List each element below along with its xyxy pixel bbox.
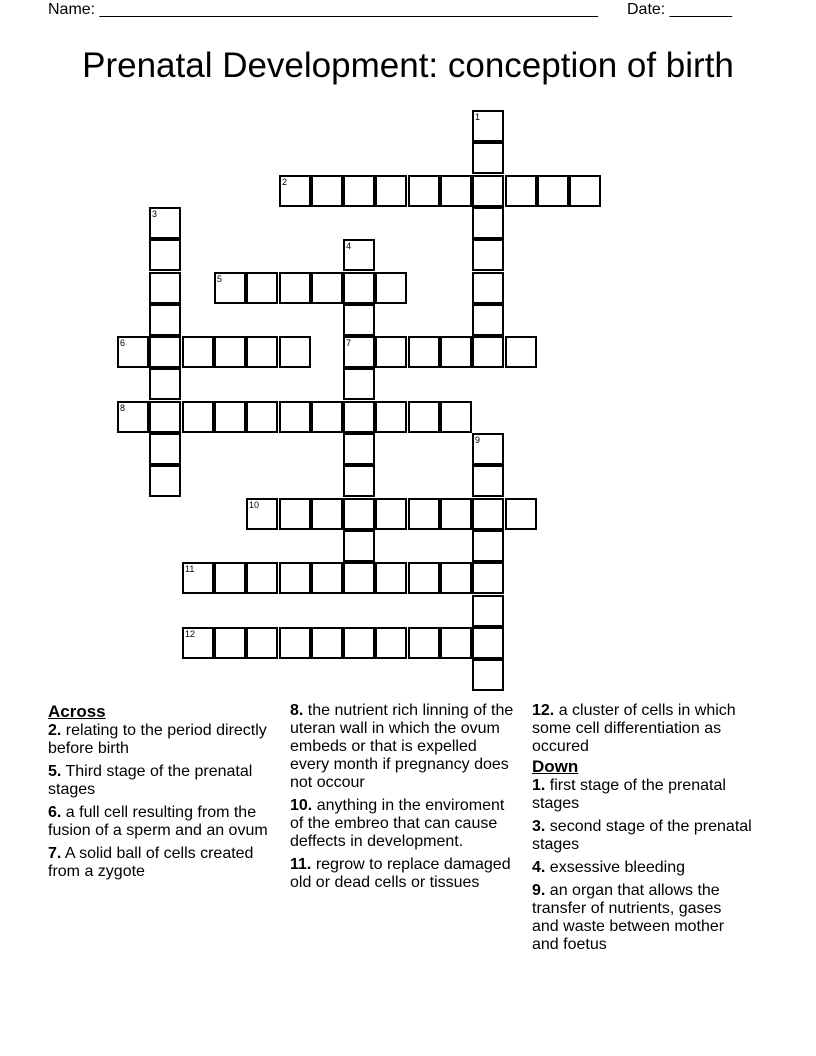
crossword-cell[interactable] <box>408 175 440 207</box>
crossword-cell[interactable] <box>214 336 246 368</box>
crossword-cell[interactable] <box>311 175 343 207</box>
clue-column-1 <box>48 702 284 886</box>
clue-across-6 <box>48 804 284 840</box>
crossword-cell[interactable] <box>440 401 472 433</box>
crossword-cell[interactable] <box>440 498 472 530</box>
crossword-cell[interactable] <box>472 595 504 627</box>
crossword-cell[interactable] <box>375 498 407 530</box>
crossword-cell[interactable] <box>343 498 375 530</box>
clue-number: 7. <box>48 845 62 862</box>
clue-number: 12. <box>532 702 555 719</box>
crossword-cell[interactable] <box>246 562 278 594</box>
clue-number: 10. <box>290 797 313 814</box>
clue-number: 3. <box>532 818 546 835</box>
across-heading: Across <box>48 702 106 721</box>
crossword-cell[interactable] <box>343 465 375 497</box>
crossword-cell[interactable] <box>343 368 375 400</box>
cell-number: 3 <box>152 209 158 219</box>
crossword-cell[interactable] <box>375 272 407 304</box>
clue-text: a full cell resulting from the fusion of a sperm and an ovum <box>48 804 268 839</box>
crossword-cell[interactable] <box>569 175 601 207</box>
crossword-cell[interactable] <box>214 562 246 594</box>
clue-text: an organ that allows the transfer of nutrients, gases and waste between mother and foetus <box>532 882 725 953</box>
crossword-cell[interactable] <box>117 336 149 368</box>
clue-column-2 <box>290 702 518 897</box>
crossword-cell[interactable] <box>408 627 440 659</box>
crossword-cell[interactable] <box>311 401 343 433</box>
crossword-cell[interactable] <box>505 498 537 530</box>
clue-text: second stage of the prenatal stages <box>532 818 752 853</box>
page-title: Prenatal Development: conception of birth <box>82 46 734 85</box>
crossword-cell[interactable] <box>149 304 181 336</box>
crossword-cell[interactable] <box>182 627 214 659</box>
crossword-cell[interactable] <box>375 562 407 594</box>
crossword-cell[interactable] <box>472 659 504 691</box>
crossword-cell[interactable] <box>311 562 343 594</box>
cell-number: 11 <box>185 564 195 574</box>
clue-text: exsessive bleeding <box>549 859 685 876</box>
crossword-cell[interactable] <box>279 401 311 433</box>
crossword-cell[interactable] <box>279 175 311 207</box>
crossword-cell[interactable] <box>343 239 375 271</box>
clue-text: anything in the enviroment of the embreo that can cause deffects in development. <box>290 797 505 850</box>
crossword-cell[interactable] <box>149 272 181 304</box>
clue-text: the nutrient rich linning of the uteran wall in which the ovum embeds or that is expelled every month if pregnancy does not occour <box>290 702 514 791</box>
clue-across-5 <box>48 763 284 799</box>
cell-number: 5 <box>217 274 223 284</box>
crossword-cell[interactable] <box>343 272 375 304</box>
crossword-cell[interactable] <box>182 401 214 433</box>
clue-across-8 <box>290 702 518 792</box>
crossword-cell[interactable] <box>149 336 181 368</box>
crossword-cell[interactable] <box>343 175 375 207</box>
clue-across-10 <box>290 797 518 851</box>
cell-number: 12 <box>185 629 196 639</box>
cell-number: 8 <box>120 403 126 413</box>
clue-number: 6. <box>48 804 62 821</box>
crossword-cell[interactable] <box>375 336 407 368</box>
clue-text: A solid ball of cells created from a zygote <box>48 845 254 880</box>
crossword-cell[interactable] <box>472 142 504 174</box>
clue-across-7 <box>48 845 284 881</box>
crossword-cell[interactable] <box>246 627 278 659</box>
crossword-cell[interactable] <box>311 498 343 530</box>
crossword-cell[interactable] <box>149 239 181 271</box>
clue-across-12 <box>532 702 752 756</box>
cell-number: 9 <box>475 435 481 445</box>
clue-down-4 <box>532 859 752 877</box>
crossword-cell[interactable] <box>472 433 504 465</box>
crossword-cell[interactable] <box>343 336 375 368</box>
crossword-cell[interactable] <box>408 401 440 433</box>
crossword-cell[interactable] <box>440 562 472 594</box>
crossword-cell[interactable] <box>505 336 537 368</box>
crossword-cell[interactable] <box>472 336 504 368</box>
clue-down-1 <box>532 777 752 813</box>
cell-number: 1 <box>475 112 481 122</box>
crossword-cell[interactable] <box>472 207 504 239</box>
crossword-cell[interactable] <box>472 498 504 530</box>
crossword-cell[interactable] <box>246 498 278 530</box>
date-field-label: Date: _______ <box>627 1 732 18</box>
crossword-cell[interactable] <box>375 627 407 659</box>
down-heading: Down <box>532 757 579 776</box>
clue-number: 2. <box>48 722 62 739</box>
clue-number: 9. <box>532 882 546 899</box>
crossword-cell[interactable] <box>246 336 278 368</box>
crossword-cell[interactable] <box>214 627 246 659</box>
cell-number: 7 <box>346 338 352 348</box>
clue-number: 4. <box>532 859 546 876</box>
crossword-cell[interactable] <box>246 272 278 304</box>
crossword-cell[interactable] <box>343 562 375 594</box>
clue-number: 8. <box>290 702 304 719</box>
crossword-cell[interactable] <box>182 336 214 368</box>
name-field-label: Name: ________________________________________________________ <box>48 1 598 18</box>
crossword-cell[interactable] <box>472 272 504 304</box>
crossword-cell[interactable] <box>472 465 504 497</box>
crossword-cell[interactable] <box>408 562 440 594</box>
cell-number: 10 <box>249 500 260 510</box>
crossword-cell[interactable] <box>375 401 407 433</box>
crossword-cell[interactable] <box>117 401 149 433</box>
crossword-cell[interactable] <box>537 175 569 207</box>
crossword-cell[interactable] <box>214 401 246 433</box>
crossword-cell[interactable] <box>279 272 311 304</box>
crossword-cell[interactable] <box>472 175 504 207</box>
clue-across-2 <box>48 722 284 758</box>
crossword-cell[interactable] <box>440 175 472 207</box>
clue-number: 11. <box>290 856 312 873</box>
clue-text: a cluster of cells in which some cell differentiation as occured <box>532 702 736 755</box>
crossword-cell[interactable] <box>149 433 181 465</box>
crossword-cell[interactable] <box>279 336 311 368</box>
crossword-cell[interactable] <box>149 465 181 497</box>
crossword-cell[interactable] <box>343 433 375 465</box>
crossword-cell[interactable] <box>472 562 504 594</box>
crossword-cell[interactable] <box>408 498 440 530</box>
crossword-cell[interactable] <box>279 627 311 659</box>
cell-number: 4 <box>346 241 352 251</box>
crossword-cell[interactable] <box>440 627 472 659</box>
clue-column-3 <box>532 702 752 959</box>
crossword-cell[interactable] <box>343 401 375 433</box>
crossword-cell[interactable] <box>311 272 343 304</box>
crossword-cell[interactable] <box>472 530 504 562</box>
clue-number: 5. <box>48 763 62 780</box>
crossword-cell[interactable] <box>408 336 440 368</box>
crossword-cell[interactable] <box>375 175 407 207</box>
crossword-cell[interactable] <box>279 562 311 594</box>
crossword-cell[interactable] <box>182 562 214 594</box>
clue-text: relating to the period directly before birth <box>48 722 267 757</box>
clue-text: Third stage of the prenatal stages <box>48 763 253 798</box>
clue-down-9 <box>532 882 752 954</box>
clue-text: regrow to replace damaged old or dead cells or tissues <box>290 856 511 891</box>
crossword-cell[interactable] <box>440 336 472 368</box>
crossword-cell[interactable] <box>343 530 375 562</box>
crossword-cell[interactable] <box>472 304 504 336</box>
clue-across-11 <box>290 856 518 892</box>
crossword-cell[interactable] <box>472 239 504 271</box>
clue-number: 1. <box>532 777 546 794</box>
crossword-cell[interactable] <box>149 401 181 433</box>
crossword-cell[interactable] <box>214 272 246 304</box>
crossword-cell[interactable] <box>149 207 181 239</box>
crossword-cell[interactable] <box>343 627 375 659</box>
clue-down-3 <box>532 818 752 854</box>
crossword-cell[interactable] <box>472 110 504 142</box>
cell-number: 6 <box>120 338 126 348</box>
crossword-cell[interactable] <box>246 401 278 433</box>
crossword-cell[interactable] <box>311 627 343 659</box>
crossword-cell[interactable] <box>472 627 504 659</box>
crossword-cell[interactable] <box>343 304 375 336</box>
crossword-cell[interactable] <box>149 368 181 400</box>
cell-number: 2 <box>282 177 288 187</box>
crossword-cell[interactable] <box>279 498 311 530</box>
crossword-cell[interactable] <box>505 175 537 207</box>
clue-text: first stage of the prenatal stages <box>532 777 726 812</box>
